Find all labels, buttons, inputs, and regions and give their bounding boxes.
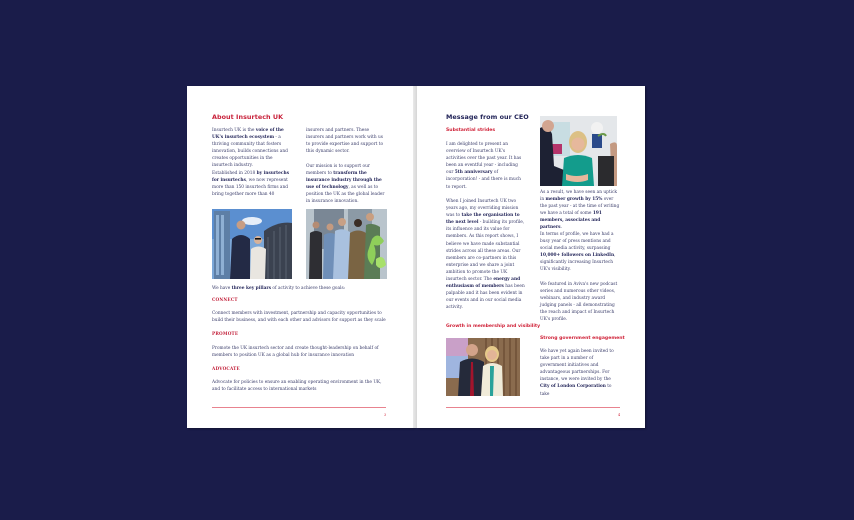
ceo-paragraph-2: When I joined Insurtech UK two years ago, my overriding mission was to take the organisation to the next level - building its profile, its influence and its value for members. As this report shows, I believe we have made substantial strides across all these areas. Our members are co-partners in this enterprise and we share a joint ambition to promote the UK insurtech sector. The energy and enthusiasm of members has been palpable and it has been evident in our events and in our social media activity. bbox=[446, 199, 525, 311]
page-about bbox=[187, 86, 415, 428]
photo-ceo-with-guest bbox=[446, 338, 520, 396]
photo-networking-group bbox=[306, 209, 387, 279]
section-heading-government: Strong government engagement bbox=[540, 336, 625, 341]
ceo-paragraph-4: In terms of profile, we have had a busy year of press mentions and social media activity, surpassing 10,000+ followers on LinkedIn, significantly increasing Insurtech UK's visibility. bbox=[540, 232, 616, 273]
pillar-heading-connect: CONNECT bbox=[212, 297, 238, 302]
about-paragraph-2: Established in 2018 by insurtechs for insurtechs, we now represent more than 150 insurtech firms and bring together more than 40 bbox=[212, 171, 290, 198]
section-heading-strides: Substantial strides bbox=[446, 128, 496, 133]
ceo-paragraph-1: I am delighted to present an overview of Insurtech UK's activities over the past year. It has been an eventful year - including our 5th anniversary of incorporation! - and there is much to report. bbox=[446, 142, 522, 190]
footer-divider bbox=[446, 407, 620, 408]
photo-ceo-smiling bbox=[540, 116, 617, 186]
pillars-intro: We have three key pillars of activity to achieve these goals: bbox=[212, 286, 346, 291]
page-number: 3 bbox=[384, 413, 387, 417]
about-paragraph-1: Insurtech UK is the voice of the UK's insurtech ecosystem - a thriving community that fosters innovation, builds connections and creates opportunities in the insurtech industry. bbox=[212, 128, 288, 169]
section-heading-growth: Growth in membership and visibility bbox=[446, 324, 541, 329]
pillar-heading-promote: PROMOTE bbox=[212, 331, 239, 336]
photo-networking-outdoor bbox=[212, 209, 292, 279]
page-ceo-message bbox=[417, 86, 645, 428]
pillar-heading-advocate: ADVOCATE bbox=[212, 366, 240, 371]
pillar-text-advocate: Advocate for policies to ensure an enabling operating environment in the UK, and to facilitate access to international markets bbox=[212, 380, 382, 393]
page-number: 4 bbox=[618, 413, 621, 417]
ceo-paragraph-6: We have yet again been invited to take part in a number of government initiatives and advantageous partnerships. For instance, we were invited by the City of London Corporation to take bbox=[540, 349, 614, 397]
footer-divider bbox=[212, 407, 386, 408]
ceo-paragraph-3: As a result, we have seen an uptick in member growth by 15% over the past year - at the time of writing we have a total of some 191 members, associates and partners. bbox=[540, 190, 620, 231]
page-title: About Insurtech UK bbox=[212, 113, 284, 121]
ceo-paragraph-5: We featured in Aviva's new podcast series and numerous other videos, webinars, and industry award judging panels - all demonstrating the reach and impact of Insurtech UK's profile. bbox=[540, 282, 618, 323]
brochure-spread bbox=[187, 86, 645, 428]
about-paragraph-3: insurers and partners. These insurers and partners work with us to provide expertise and support to this dynamic sector. bbox=[306, 128, 384, 155]
about-paragraph-4: Our mission is to support our members to transform the insurance industry through the use of technology, as well as to position the UK as the global leader in insurance innovation. bbox=[306, 164, 385, 205]
page-title: Message from our CEO bbox=[446, 113, 529, 121]
pillar-text-connect: Connect members with investment, partnership and capacity opportunities to build their business, and with each other and advisors for support as they scale bbox=[212, 311, 386, 324]
pillar-text-promote: Promote the UK insurtech sector and create thought-leadership on behalf of members to position UK as a global hub for insurance innovation bbox=[212, 346, 379, 359]
